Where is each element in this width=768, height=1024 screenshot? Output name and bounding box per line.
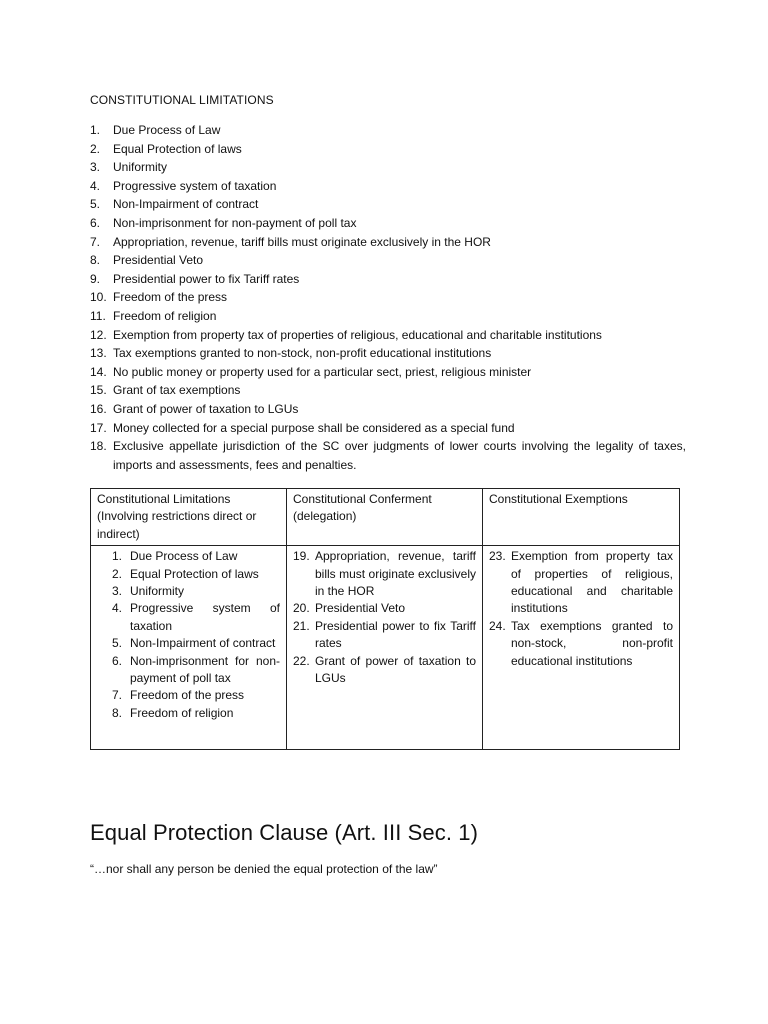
list-item: 24. Tax exemptions granted to non-stock, non-profit educational institutions <box>489 618 673 668</box>
cell-conferment <box>287 546 483 750</box>
list-item: 22. Grant of power of taxation to LGUs <box>293 653 476 686</box>
list-item: 3. Uniformity <box>111 584 185 599</box>
quote-text: “…nor shall any person be denied the equal protection of the law” <box>90 862 438 876</box>
list-item: 7. Appropriation, revenue, tariff bills must originate exclusively in the HOR <box>90 234 491 249</box>
table-header-row <box>91 489 680 546</box>
section-title: Equal Protection Clause (Art. III Sec. 1) <box>90 820 479 845</box>
list-item: 4. Progressive system of taxation <box>111 601 280 633</box>
list-item: 12. Exemption from property tax of properties of religious, educational and charitable institutions <box>90 327 602 342</box>
list-item: 3. Uniformity <box>90 160 168 175</box>
list-item: 4. Progressive system of taxation <box>90 178 277 193</box>
table-row <box>91 546 680 750</box>
list-item: 17. Money collected for a special purpose shall be considered as a special fund <box>90 420 515 435</box>
list-item: 7. Freedom of the press <box>111 688 245 703</box>
header-limitations: Constitutional Limitations (Involving restrictions direct or indirect) <box>91 489 287 546</box>
exemptions-cell-list <box>489 548 673 670</box>
list-item: 21. Presidential power to fix Tariff rates <box>293 618 476 651</box>
list-item: 6. Non-imprisonment for non-payment of poll tax <box>111 653 280 686</box>
list-item: 15. Grant of tax exemptions <box>90 383 241 398</box>
cell-exemptions <box>483 546 680 750</box>
limitations-cell-list <box>97 548 280 722</box>
list-item: 23. Exemption from property tax of properties of religious, educational and charitable institutions <box>489 549 673 616</box>
list-item: 5. Non-Impairment of contract <box>90 197 259 212</box>
list-item: 16. Grant of power of taxation to LGUs <box>90 401 299 416</box>
list-item: 2. Equal Protection of laws <box>111 566 259 581</box>
header-conferment: Constitutional Conferment (delegation) <box>287 489 483 546</box>
list-item: 8. Freedom of religion <box>111 705 234 720</box>
limitations-table <box>90 488 680 750</box>
list-item: 1. Due Process of Law <box>111 549 238 564</box>
limitations-list <box>90 121 686 474</box>
cell-limitations <box>91 546 287 750</box>
list-item: 9. Presidential power to fix Tariff rates <box>90 271 300 286</box>
list-item: 6. Non-imprisonment for non-payment of poll tax <box>90 215 357 230</box>
list-item: 18. Exclusive appellate jurisdiction of the SC over judgments of lower courts involving the legality of taxes, imports and assessments, fees and penalties. <box>90 439 686 472</box>
list-item: 1. Due Process of Law <box>90 123 221 137</box>
conferment-cell-list <box>293 548 476 687</box>
list-item: 5. Non-Impairment of contract <box>111 636 276 651</box>
list-item: 2. Equal Protection of laws <box>90 141 242 156</box>
list-item: 10. Freedom of the press <box>90 290 228 305</box>
list-item: 19. Appropriation, revenue, tariff bills must originate exclusively in the HOR <box>293 549 476 599</box>
list-item: 13. Tax exemptions granted to non-stock, non-profit educational institutions <box>90 346 492 361</box>
header-exemptions: Constitutional Exemptions <box>483 489 680 546</box>
list-item: 11. Freedom of religion <box>90 308 217 323</box>
document-heading: CONSTITUTIONAL LIMITATIONS <box>90 93 274 107</box>
list-item: 8. Presidential Veto <box>90 253 204 268</box>
list-item: 20. Presidential Veto <box>293 601 406 616</box>
list-item: 14. No public money or property used for a particular sect, priest, religious minister <box>90 364 532 379</box>
